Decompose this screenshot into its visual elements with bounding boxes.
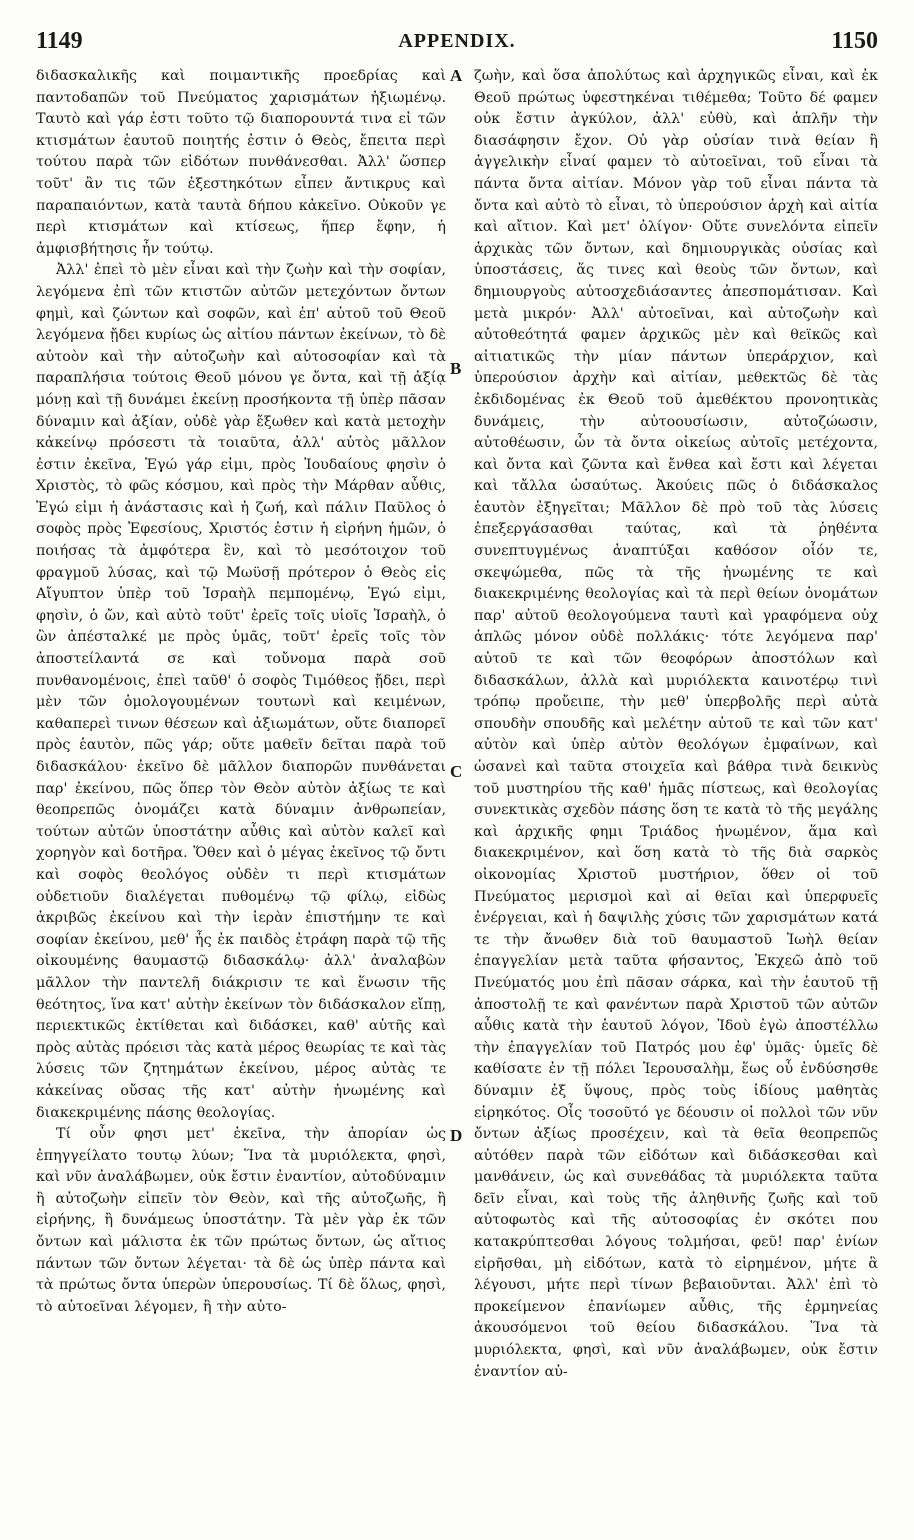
left-paragraph-3: Τί οὖν φησι μετ' ἐκεῖνα, τὴν ἀπορίαν ὡς ἐπηγγείλατο τουτῳ λύων; Ἵνα τὰ μυριόλεκτα, φησὶ, καὶ νῦν ἀναλάβωμεν, οὐκ ἔστιν ἐναντίον, αὐτοδύναμιν ἢ αὐτοζωὴν εἰπεῖν τὸν Θεὸν, καὶ τῆς αὐτοζωῆς, ἢ εἰρήνης, ἢ δυνάμεως ὑποστάτην. Τὰ μὲν γὰρ ἐκ τῶν ὄντων καὶ μάλιστα ἐκ τῶν πρώτως ὄντων, ὡς αἴτιος πάντων τῶν ὄντων λέγεται· τὰ δὲ ὡς ὑπὲρ πάντα καὶ τὰ πρώτως ὄντα ὑπερὼν ὑπερουσίως. Τί δὲ ὅλως, φησὶ, τὸ αὐτοεῖναι λέγομεν, ἢ τὴν αὐτο- [36, 1126, 446, 1315]
section-marker-d: D [450, 1126, 463, 1145]
section-marker-b: B [450, 359, 462, 378]
page-header [36, 28, 878, 62]
running-title: APPENDIX. [398, 30, 516, 52]
page-number-left: 1149 [36, 28, 83, 54]
section-marker-c: C [450, 762, 463, 781]
right-paragraph-1: ζωὴν, καὶ ὅσα ἀπολύτως καὶ ἀρχηγικῶς εἶναι, καὶ ἐκ Θεοῦ πρώτως ὑφεστηκέναι τιθέμεθα; Τοῦτο δέ φαμεν οὐκ ἔστιν ἀγκύλον, ἀλλ' εὐθὺ, καὶ ἁπλῆν τὴν διασάφησιν ἔχον. Οὐ γὰρ οὐσίαν τινὰ θείαν ἢ ἀγγελικὴν εἶναί φαμεν τὸ αὐτοεῖναι, τοῦ εἶναι τὰ πάντα ὄντα αἰτίαν. Μόνον γὰρ τοῦ εἶναι πάντα τὰ ὄντα καὶ αὐτὸ τὸ εἶναι, τὸ ὑπερούσιον ἀρχὴ καὶ αἰτία καὶ αἴτιον. Καὶ μετ' ὀλίγον· Οὔτε συνελόντα εἰπεῖν ἀρχικὰς τῶν ὄντων, καὶ δημιουργικὰς οὐσίας καὶ ὑποστάσεις, ἅς τινες καὶ θεοὺς τῶν ὄντων, καὶ δημιουργοὺς αὐτοσχεδιάσαντες ἀπεσπομάτισαν. Καὶ μετὰ μικρόν· Ἀλλ' αὐτοεῖναι, καὶ αὐτοζωὴν καὶ αὐτοθεότητά φαμεν ἀρχικῶς μὲν καὶ θεϊκῶς καὶ αἰτιατικῶς τὴν μίαν πάντων ὑπεράρχιον, καὶ ὑπερούσιον ἀρχὴν καὶ αἰτίαν, μεθεκτῶς δὲ τὰς ἐκδιδομένας ἐκ Θεοῦ τοῦ ἀμεθέκτου προνοητικὰς δυνάμεις, τὴν αὐτοουσίωσιν, αὐτοζώωσιν, αὐτοθέωσιν, ὧν τὰ ὄντα οἰκείως αὐτοῖς μετέχοντα, καὶ ὄντα καὶ ζῶντα καὶ ἔνθεα καὶ ἔστι καὶ λέγεται καὶ τἄλλα ὡσαύτως. Ἀκούεις πῶς ὁ διδάσκαλος ἑαυτὸν ἐξηγεῖται; Μᾶλλον δὲ πρὸ τοῦ τὰς λύσεις ἐπεξεργάσασθαι ταύτας, καὶ τὰ ῥηθέντα συνεπτυγμένως ἀναπτύξαι καθόσον οἷόν τε, σκεψώμεθα, πῶς τὰ τῆς ἡνωμένης τε καὶ διακεκριμένης θεολογίας καὶ τὰ περὶ θείων ὀνομάτων παρ' αὐτοῦ θεολογούμενα ταυτὶ καὶ γραφόμενα οὐχ ἁπλῶς μόνον οὐδὲ πολλάκις· τότε λεγόμενα παρ' αὐτοῦ τε καὶ τῶν θεοφόρων ἀποστόλων καὶ διδασκάλων, ἀλλὰ καὶ μυριόλεκτα καινοτέρῳ τινὶ τρόπῳ προὔειπε, τὴν μεθ' ὑπερβολῆς περὶ αὐτὰ σπουδὴν σπουδῆς καὶ μελέτην αὐτοῦ τε καὶ τῶν κατ' αὐτὸν καὶ ὑπὲρ αὐτὸν θεολόγων ἐμφαίνων, καὶ ὡσανεὶ καὶ ταῦτα στοιχεῖα καὶ βάθρα τινὰ δεικνὺς τοῦ μυστηρίου τῆς καθ' ἡμᾶς πίστεως, καὶ θεολογίας συνεκτικὰς σχεδὸν πάσης ὅση τε κατὰ τὸ τῆς μεγάλης καὶ ἀρχικῆς φημι Τριάδος ἡνωμένον, ἅμα καὶ διακεκριμένον, καὶ ὅση κατὰ τὸ τῆς διὰ σαρκὸς οἰκονομίας Χριστοῦ μυστήριον, ὅθεν οἱ τοῦ Πνεύματος μερισμοὶ καὶ αἱ θεῖαι καὶ ὑπερφυεῖς ἐνέργειαι, καὶ ἡ δαψιλὴς χύσις τῶν χαρισμάτων κατά τε τὴν ἄνωθεν διὰ τοῦ θαυμαστοῦ Ἰωὴλ θείαν ἐπαγγελίαν μετὰ ταῦτα φήσαντος, Ἐκχεῶ ἀπὸ τοῦ Πνεύματός μου ἐπὶ πᾶσαν σάρκα, καὶ τὴν ἑαυτοῦ τῇ ἀποστολῇ τε καὶ φανέντων παρὰ Χριστοῦ τῶν αὐτῶν αὖθις κατὰ τὴν ἑαυτοῦ λόγον, Ἰδοὺ ἐγὼ ἀποστέλλω τὴν ἐπαγγελίαν τοῦ Πατρός μου ἐφ' ὑμᾶς· ὑμεῖς δὲ καθίσατε ἐν τῇ πόλει Ἰερουσαλὴμ, ἕως οὗ ἐνδύσησθε δύναμιν ἐξ ὕψους, πρὸς τοὺς ἰδίους μαθητὰς εἰρηκότος. Οἷς τοσοῦτό γε δέουσιν οἱ πολλοὶ τῶν νῦν ὄντων ἀξίως προσέχειν, καὶ τὰ θεῖα θεοπρεπῶς αὐτόθεν παρὰ τῶν εἰδότων καὶ διδάσκεσθαι καὶ μανθάνειν, ὡς καὶ συνεθάδας τὰ μυριόλεκτα ταῦτα δεῖν εἶναι, καὶ τοὺς τῆς ἀληθινῆς ζωῆς καὶ τοῦ αὐτοφωτὸς καὶ τῆς αὐτοσοφίας ἐν σκότει που κατακρύπτεσθαι λόγους τολμήσαι, φεῦ! παρ' ἐνίων εἰρῆσθαι, μὴ εἰδότων, κατὰ τὸ εἰρημένον, μήτε ἃ λέγουσι, μήτε περὶ τίνων βεβαιοῦνται. Ἀλλ' ἐπὶ τὸ προκείμενον ἐπανίωμεν αὖθις, τῆς ἑρμηνείας ἀκουσόμενοι τοῦ θείου διδασκάλου. Ἵνα τὰ μυριόλεκτα, φησὶ, καὶ νῦν ἀναλάβωμεν, οὐκ ἔστιν ἐναντίον αὐ- [474, 68, 878, 1380]
section-marker-a: A [450, 66, 463, 85]
page-number-right: 1150 [831, 28, 878, 54]
left-paragraph-1: διδασκαλικῆς καὶ ποιμαντικῆς προεδρίας καὶ παντοδαπῶν τοῦ Πνεύματος χαρισμάτων ἠξιωμένῳ. Ταυτὸ καὶ γάρ ἐστι τοῦτο τῷ διαπορουντά τινα εἰ τῶν κτισμάτων ἑαυτοῦ ποιητής ἐστιν ὁ Θεὸς, ἔπειτα περὶ τούτου παρὰ τῶν εἰδότων πυνθάνεσθαι. Ἀλλ' ὥσπερ τοῦτ' ἂν τις τῶν ἐξεστηκότων εἶπεν ἄντικρυς καὶ παραπαιόντων, κατὰ ταυτὰ δήπου κἀκεῖνο. Οὐκοῦν γε περὶ κτισμάτων καὶ κτίσεως, ἥπερ ἔφην, ἡ ἀμφισβήτησις ἦν τούτῳ. [36, 68, 446, 257]
left-column [36, 66, 446, 1318]
left-paragraph-2: Ἀλλ' ἐπεὶ τὸ μὲν εἶναι καὶ τὴν ζωὴν καὶ τὴν σοφίαν, λεγόμενα ἐπὶ τῶν κτιστῶν αὐτῶν μετεχόντων ὄντων φημὶ, καὶ ζώντων καὶ σοφῶν, καὶ ἐπ' αὐτοῦ τοῦ Θεοῦ λεγόμενα ᾔδει κυρίως ὡς αἰτίου πάντων ἐκείνων, τὸ δὲ αὐτοὸν καὶ τὴν αὐτοζωὴν καὶ αὐτοσοφίαν καὶ τὰ παραπλήσια τούτοις Θεοῦ μόνου γε ὄντα, καὶ τῇ ἀξίᾳ μόνῃ καὶ τῇ δυνάμει ἐκείνῃ προσήκοντα τῇ ὑπὲρ πᾶσαν δύναμιν καὶ ἀξίαν, οὐδὲ γὰρ ἔξωθεν καὶ κατὰ μετοχὴν κἀκείνῳ πρόσεστι τὰ τοιαῦτα, ἀλλ' αὐτὸς μᾶλλον ἐστιν ἐκεῖνα, Ἐγώ γάρ εἰμι, πρὸς Ἰουδαίους φησὶν ὁ Χριστὸς, τὸ φῶς κόσμου, καὶ πρὸς τὴν Μάρθαν αὖθις, Ἐγώ εἰμι ἡ ἀνάστασις καὶ ἡ ζωή, καὶ πάλιν Παῦλος ὁ σοφὸς πρὸς Ἐφεσίους, Χριστός ἐστιν ἡ εἰρήνη ἡμῶν, ὁ ποιήσας τὰ ἀμφότερα ἓν, καὶ τὸ μεσότοιχον τοῦ φραγμοῦ λύσας, καὶ τῷ Μωϋσῇ πρότερον ὁ Θεὸς εἰς Αἴγυπτον ὑπὲρ τοῦ Ἰσραὴλ πεμπομένῳ, Ἐγώ εἰμι, φησὶν, ὁ ὤν, καὶ αὐτὸ τοῦτ' ἐρεῖς τοῖς υἱοῖς Ἰσραὴλ, ὁ ὢν ἀπέσταλκέ με πρὸς ὑμᾶς, τοῦτ' ἐρεῖς τοῖς τὸν ἀποστείλαντά σε καὶ τοὔνομα παρὰ σοῦ πυνθανομένοις, ἐπεὶ ταῦθ' ὁ σοφὸς Τιμόθεος ᾔδει, περὶ μὲν τῶν ὁμολογουμένων τουτωνὶ καὶ κειμένων, καθαπερεὶ τινων θέσεων καὶ ἀξιωμάτων, οὔτε διαπορεῖ πρὸς ἑαυτὸν, πῶς γάρ; οὔτε μαθεῖν δεῖται παρὰ τοῦ διδασκάλου· ἐκεῖνο δὲ μᾶλλον διαπορῶν πυνθάνεται παρ' ἐκείνου, πῶς ὅπερ τὸν Θεὸν αὐτὸν ἀξίως τε καὶ θεοπρεπῶς ὀνομάζει κατὰ δύναμιν ἀνθρωπείαν, τούτων αὐτῶν ὑποστάτην αὖθις καὶ αὐτὸν καλεῖ καὶ χορηγὸν καὶ δοτῆρα. Ὅθεν καὶ ὁ μέγας ἐκεῖνος τῷ ὄντι καὶ σοφὸς θεολόγος οὐδὲν τι περὶ κτισμάτων οὐδετιοῦν διαλέγεται πυθομένῳ τῷ φίλῳ, εἰδὼς ἀκριβῶς ἐκείνου καὶ τὴν ἱερὰν ἐπιστήμην τε καὶ σοφίαν ἐκείνου, μεθ' ἧς ἐκ παιδὸς ἐτράφη παρὰ τῷ τῆς οἰκουμένης θαυμαστῷ διδασκάλῳ· ἀλλ' ἀναλαβὼν μᾶλλον τὴν παντελῆ διάκρισιν τε καὶ ἕνωσιν τῆς θεότητος, ἵνα κατ' αὐτὴν ἐκείνων τὸν διδάσκαλον εἴπῃ, περιεκτικῶς ἐκτίθεται καὶ διδάσκει, καθ' αὑτῆς καὶ πρὸς αὐτὰς πρόεισι τὰς κατὰ μέρος θεωρίας τε καὶ τὰς λύσεις τῶν ζητημάτων ἐκείνου, μέρος αὐτὰς τε κἀκείνας οὔσας τῆς κατ' αὐτὴν ἡνωμένης καὶ διακεκριμένης πάσης θεολογίας. [36, 262, 446, 1121]
right-column [474, 66, 878, 1383]
